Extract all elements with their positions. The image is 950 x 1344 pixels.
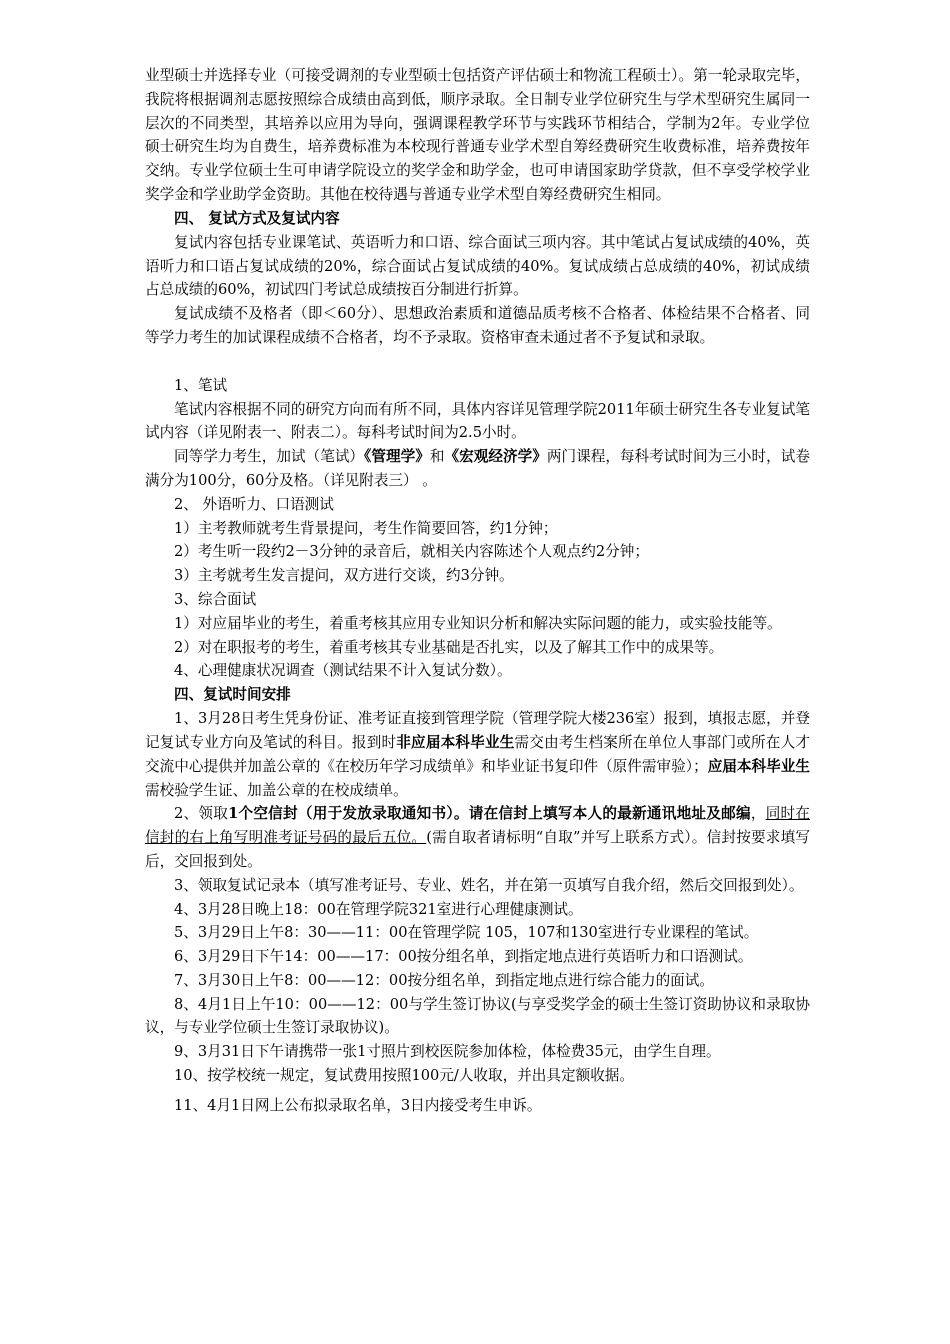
- interview-heading: 3、综合面试: [174, 590, 257, 608]
- bold-course-macroeconomics: 《宏观经济学》: [444, 448, 547, 466]
- text-run: 和: [429, 448, 445, 466]
- section-four-heading: 四、 复试方式及复试内容: [174, 209, 340, 227]
- schedule-item-9: 9、3月31日下午请携带一张1寸照片到校医院参加体检，体检费35元，由学生自理。: [174, 1043, 721, 1061]
- oral-test-item-1: 1）主考教师就考生背景提问，考生作简要回答，约1分钟；: [174, 519, 558, 537]
- schedule-item-4: 4、3月28日晚上18：00在管理学院321室进行心理健康测试。: [174, 900, 583, 918]
- text-run: 需交由考生档案所在单位人事部门或所在人才交流中心提供并加盖公章的《在校历年学习成绩单》和毕业证书复印件（原件需审验）；: [145, 733, 810, 775]
- underlined-instruction: 同时在信封的右上角写明准考证号码的最后五位。: [145, 805, 810, 847]
- intro-admission-paragraph: 业型硕士并选择专业（可接受调剂的专业型硕士包括资产评估硕士和物流工程硕士）。第一轮录取完毕，我院将根据调剂志愿按照综合成绩由高到低，顺序录取。全日制专业学位研究生与学术型研究生属同一层次的不同类型，其培养以应用为导向，强调课程教学环节与实践环节相结合，学制为2年。专业学位硕士研究生均为自费生，培养费标准为本校现行普通专业学术型自筹经费研究生收费标准，培养费按年交纳。专业学位硕士生可申请学院设立的奖学金和助学金，也可申请国家助学贷款，但不享受学校学业奖学金和学业助学金资助。其他在校待遇与普通专业学术型自筹经费研究生相同。: [145, 67, 810, 203]
- mental-health-heading: 4、心理健康状况调查（测试结果不计入复试分数）。: [174, 662, 512, 680]
- text-run: 同等学力考生，加试（笔试）: [174, 448, 365, 466]
- oral-test-item-3: 3）主考就考生发言提问，双方进行交谈，约3分钟。: [174, 567, 514, 585]
- schedule-item-3: 3、领取复试记录本（填写准考证号、专业、姓名，并在第一页填写自我介绍，然后交回报到处）。: [174, 876, 804, 894]
- schedule-heading: 四、复试时间安排: [174, 686, 291, 704]
- text-run: (需自取者请标明“自取”并写上联系方式）。信封按要求填写后，交回报到处。: [145, 829, 810, 870]
- text-run: ，: [750, 805, 766, 823]
- bold-graduate: 应届本科毕业生: [707, 757, 810, 775]
- document-page: [145, 64, 810, 1118]
- written-exam-paragraph-2: [145, 445, 810, 493]
- schedule-item-11: 11、4月1日网上公布拟录取名单，3日内接受考生申诉。: [174, 1096, 542, 1114]
- schedule-item-7: 7、3月30日上午8：00——12：00按分组名单，到指定地点进行综合能力的面试。: [174, 971, 714, 989]
- bold-envelope-instruction: 1个空信封（用于发放录取通知书）。请在信封上填写本人的最新通讯地址及邮编: [228, 805, 751, 823]
- schedule-item-8: 8、4月1日上午10：00——12：00与学生签订协议(与享受奖学金的硕士生签订资助协议和录取协议，与专业学位硕士生签订录取协议)。: [145, 995, 810, 1037]
- text-run: 两门课程，每科考试时间为三小时，试卷满分为100分，60分及格。（详见附表三） 。: [145, 448, 810, 489]
- schedule-item-1: [145, 707, 810, 802]
- interview-item-1: 1）对应届毕业的考生，着重考核其应用专业知识分析和解决实际问题的能力，或实验技能等。: [174, 614, 782, 632]
- bold-non-graduate: 非应届本科毕业生: [396, 733, 515, 751]
- oral-test-heading: 2、 外语听力、口语测试: [174, 495, 334, 513]
- section-four-paragraph-1: 复试内容包括专业课笔试、英语听力和口语、综合面试三项内容。其中笔试占复试成绩的40%，英语听力和口语占复试成绩的20%，综合面试占复试成绩的40%。复试成绩占总成绩的40%，初试成绩占总成绩的60%，初试四门考试总成绩按百分制进行折算。: [145, 233, 810, 299]
- schedule-item-10: 10、按学校统一规定，复试费用按照100元/人收取，并出具定额收据。: [174, 1067, 634, 1085]
- schedule-item-5: 5、3月29日上午8：30——11：00在管理学院 105，107和130室进行专业课程的笔试。: [174, 924, 759, 942]
- section-four-paragraph-2: 复试成绩不及格者（即＜60分）、思想政治素质和道德品质考核不合格者、体检结果不合格者、同等学力考生的加试课程成绩不合格者，均不予录取。资格审查未通过者不予复试和录取。: [145, 305, 810, 346]
- interview-item-2: 2）对在职报考的考生，着重考核其专业基础是否扎实，以及了解其工作中的成果等。: [174, 638, 724, 656]
- text-run: 2、领取: [174, 805, 229, 823]
- text-run: 需校验学生证、加盖公章的在校成绩单。: [145, 781, 408, 799]
- schedule-item-6: 6、3月29日下午14：00——17：00按分组名单，到指定地点进行英语听力和口语测试。: [174, 948, 753, 966]
- oral-test-item-2: 2）考生听一段约2－3分钟的录音后，就相关内容陈述个人观点约2分钟；: [174, 543, 649, 561]
- bold-course-management: 《管理学》: [364, 448, 430, 466]
- spacer: [145, 350, 810, 374]
- written-exam-heading: 1、笔试: [174, 376, 228, 394]
- schedule-item-2: [145, 802, 810, 873]
- written-exam-paragraph-1: 笔试内容根据不同的研究方向而有所不同，具体内容详见管理学院2011年硕士研究生各专业复试笔试内容（详见附表一、附表二）。每科考试时间为2.5小时。: [145, 400, 810, 442]
- text-run: 1、3月28日考生凭身份证、准考证直接到管理学院（管理学院大楼236室）报到，填报志愿，并登记复试专业方向及笔试的科目。报到时: [145, 710, 810, 751]
